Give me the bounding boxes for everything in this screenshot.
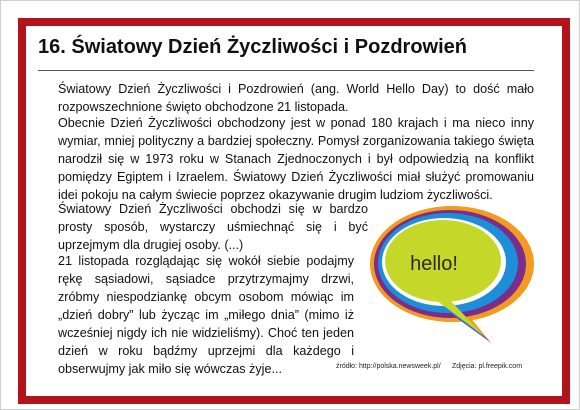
paragraph-history: Obecnie Dzień Życzliwości obchodzony jest w ponad 180 krajach i ma nieco inny wymiar, mniej polityczny a bardziej społeczny. Pomysł zorganizowania takiego święta narodził się w 1973 roku w Stanach Zjednoczonych i był odpowiedzią na konflikt pomiędzy Egiptem i Izraelem. Światowy Dzień Życzliwości miał służyć promowaniu idei pokoju na całym świecie poprzez okazywanie drugim ludziom życzliwości. bbox=[58, 116, 534, 202]
source-credit: źródło: http://polska.newsweek.pl/ bbox=[336, 363, 441, 370]
photo-credit: Zdjęcia: pl.freepik.com bbox=[452, 363, 523, 370]
title-divider bbox=[38, 70, 534, 71]
bubble-text: hello! bbox=[410, 253, 458, 275]
paragraph-actions: 21 listopada rozglądając się wokół siebie podajmy rękę sąsiadowi, sąsiadce przytrzymajmy drzwi, zróbmy niespodziankę obcym osobom mówiąc im „dzień dobry” lub życząc im „miłego dnia” (mimo iż wcześniej nigdy ich nie widzieliśmy). Choć ten jeden dzień w roku bądźmy uprzejmi dla każdego i obserwujmy jak miło się wówczas żyje... bbox=[58, 254, 354, 376]
paragraph-intro: Światowy Dzień Życzliwości i Pozdrowień (ang. World Hello Day) to dość mało rozpowszechnione święto obchodzone 21 listopada. bbox=[58, 82, 534, 114]
page-title: 16. Światowy Dzień Życzliwości i Pozdrowień bbox=[38, 36, 467, 58]
paragraph-how: Światowy Dzień Życzliwości obchodzi się w bardzo prosty sposób, wystarczy uśmiechnąć się i być uprzejmym dla drugiej osoby. (...) bbox=[58, 202, 368, 252]
speech-bubble-icon bbox=[364, 198, 540, 348]
